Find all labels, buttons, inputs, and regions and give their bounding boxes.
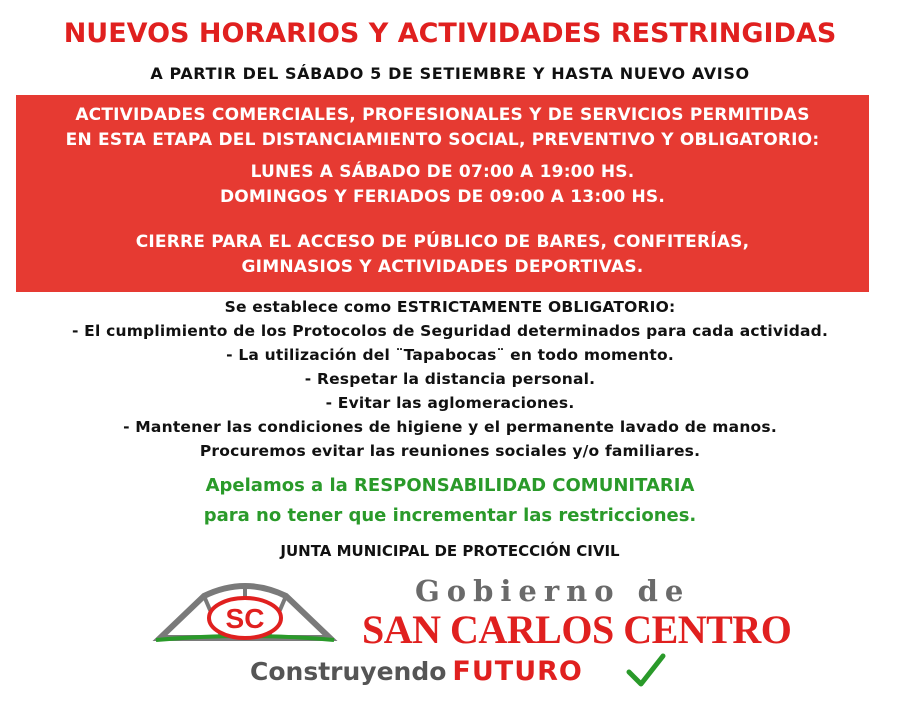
municipal-logo — [152, 578, 338, 644]
page-title: NUEVOS HORARIOS Y ACTIVIDADES RESTRINGIDAS — [63, 18, 837, 49]
logo-text: SC — [225, 603, 265, 634]
rule-item: - La utilización del ¨Tapabocas¨ en todo momento. — [226, 346, 674, 364]
rules-closing: Procuremos evitar las reuniones sociales y/o familiares. — [199, 442, 701, 460]
schedule-sundays: DOMINGOS Y FERIADOS DE 09:00 A 13:00 HS. — [219, 187, 666, 207]
gobierno-label: Gobierno de — [415, 574, 691, 608]
appeal-line-1: Apelamos a la RESPONSABILIDAD COMUNITARIA — [205, 475, 695, 496]
page-subtitle: A PARTIR DEL SÁBADO 5 DE SETIEMBRE Y HASTA NUEVO AVISO — [150, 64, 750, 83]
slogan-futuro: FUTURO — [452, 656, 583, 687]
junta-label: JUNTA MUNICIPAL DE PROTECCIÓN CIVIL — [280, 542, 620, 560]
schedule-weekdays: LUNES A SÁBADO DE 07:00 A 19:00 HS. — [250, 162, 635, 182]
box-line: ACTIVIDADES COMERCIALES, PROFESIONALES Y DE SERVICIOS PERMITIDAS — [75, 105, 810, 125]
closure-line: CIERRE PARA EL ACCESO DE PÚBLICO DE BARES, CONFITERÍAS, — [135, 232, 750, 252]
slogan-construyendo: Construyendo — [250, 657, 447, 686]
appeal-line-2: para no tener que incrementar las restricciones. — [203, 505, 697, 526]
rule-item: - Respetar la distancia personal. — [304, 370, 596, 388]
rules-heading: Se establece como ESTRICTAMENTE OBLIGATORIO: — [224, 298, 676, 316]
checkmark-icon — [626, 652, 666, 690]
rule-item: - Evitar las aglomeraciones. — [325, 394, 575, 412]
box-line: EN ESTA ETAPA DEL DISTANCIAMIENTO SOCIAL, PREVENTIVO Y OBLIGATORIO: — [65, 130, 820, 150]
rule-item: - El cumplimiento de los Protocolos de Seguridad determinados para cada actividad. — [71, 322, 829, 340]
permitted-activities-box — [16, 95, 869, 292]
closure-line: GIMNASIOS Y ACTIVIDADES DEPORTIVAS. — [241, 257, 644, 277]
slogan — [250, 656, 583, 687]
city-name: SAN CARLOS CENTRO — [362, 607, 792, 652]
rule-item: - Mantener las condiciones de higiene y el permanente lavado de manos. — [123, 418, 777, 436]
